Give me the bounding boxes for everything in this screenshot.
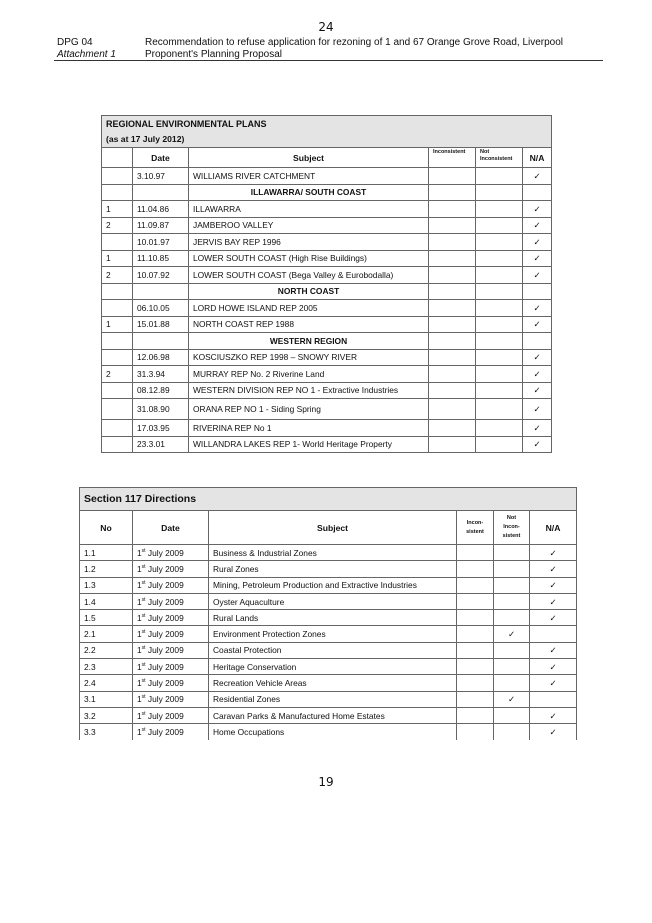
rep-cell-subject: ORANA REP NO 1 - Siding Spring (189, 399, 429, 420)
rep-cell-date: 15.01.88 (133, 316, 189, 333)
date-day: 1 (137, 629, 142, 640)
rep-cell-not-inconsistent (476, 436, 523, 453)
s117-cell-no: 1.2 (80, 561, 133, 577)
s117-na-check-icon: ✓ (530, 610, 577, 626)
table-row (80, 675, 577, 691)
rep-cell-inconsistent (429, 283, 476, 300)
rep-cell-not-inconsistent (476, 333, 523, 350)
s117-col-na: N/A (530, 511, 577, 545)
rep-title-row (102, 116, 552, 132)
header-title (145, 37, 563, 61)
s117-cell-inconsistent (457, 707, 494, 723)
attachment-label: Attachment 1 (57, 49, 116, 60)
rep-cell-not-inconsistent (476, 382, 523, 399)
table-row (102, 168, 552, 185)
date-day: 1 (137, 596, 142, 607)
s117-cell-date (133, 675, 209, 691)
rep-check-icon: ✓ (523, 250, 552, 267)
s117-not-inconsistent-check-icon (494, 675, 530, 691)
header-title-line1: Recommendation to refuse application for rezoning of 1 and 67 Orange Grove Road, Liverpool (145, 37, 564, 48)
rep-cell-date: 10.07.92 (133, 267, 189, 284)
s117-cell-subject: Environment Protection Zones (209, 626, 457, 642)
rep-cell-subject: WESTERN DIVISION REP NO 1 - Extractive Industries (189, 382, 429, 399)
rep-cell-subject: WILLANDRA LAKES REP 1- World Heritage Property (189, 436, 429, 453)
s117-na-check-icon (530, 626, 577, 642)
rep-cell-date: 3.10.97 (133, 168, 189, 185)
rep-title: REGIONAL ENVIRONMENTAL PLANS (102, 116, 552, 132)
rep-check-icon: ✓ (523, 399, 552, 420)
s117-cell-no: 2.2 (80, 642, 133, 658)
s117-na-check-icon: ✓ (530, 545, 577, 561)
rep-check-icon: ✓ (523, 234, 552, 251)
rep-cell-date: 31.08.90 (133, 399, 189, 420)
s117-col-not-inconsistent: Not Incon-sistent (494, 511, 530, 545)
rep-col-inconsistent: Inconsistent (429, 148, 476, 168)
table-row (102, 366, 552, 383)
s117-column-header-row (80, 511, 577, 545)
date-day: 1 (137, 563, 142, 574)
s117-cell-no: 3.1 (80, 691, 133, 707)
rep-cell-not-inconsistent (476, 267, 523, 284)
rep-cell-no (102, 184, 133, 201)
rep-check-icon: ✓ (523, 300, 552, 317)
s117-col-subject: Subject (209, 511, 457, 545)
s117-cell-date (133, 577, 209, 593)
rep-cell-date: 10.01.97 (133, 234, 189, 251)
s117-cell-date (133, 545, 209, 561)
s117-cell-subject: Rural Lands (209, 610, 457, 626)
rep-cell-inconsistent (429, 184, 476, 201)
rep-cell-no (102, 436, 133, 453)
rep-cell-not-inconsistent (476, 300, 523, 317)
date-day: 1 (137, 694, 142, 705)
rep-cell-date: 11.10.85 (133, 250, 189, 267)
s117-not-inconsistent-check-icon (494, 610, 530, 626)
rep-cell-not-inconsistent (476, 201, 523, 218)
s117-na-check-icon: ✓ (530, 707, 577, 723)
rep-check-icon: ✓ (523, 366, 552, 383)
rep-cell-subject: NORTH COAST REP 1988 (189, 316, 429, 333)
s117-cell-inconsistent (457, 724, 494, 740)
table-row (80, 642, 577, 658)
s117-cell-inconsistent (457, 545, 494, 561)
s117-cell-no: 1.1 (80, 545, 133, 561)
table-row (80, 593, 577, 609)
table-row (80, 659, 577, 675)
table-row (80, 724, 577, 740)
page-number-bottom: 19 (318, 775, 334, 789)
s117-not-inconsistent-check-icon (494, 561, 530, 577)
date-ordinal: st (141, 547, 146, 554)
date-ordinal: st (141, 710, 146, 717)
date-rest: July 2009 (145, 645, 184, 656)
rep-cell-no (102, 300, 133, 317)
date-day: 1 (137, 547, 142, 558)
date-rest: July 2009 (145, 726, 184, 737)
s117-cell-no: 2.3 (80, 659, 133, 675)
s117-na-check-icon: ✓ (530, 724, 577, 740)
s117-cell-no: 1.5 (80, 610, 133, 626)
rep-column-header-row (102, 148, 552, 168)
rep-cell-not-inconsistent (476, 366, 523, 383)
rep-cell-date (133, 333, 189, 350)
regional-environmental-plans-table (101, 115, 552, 453)
s117-cell-inconsistent (457, 610, 494, 626)
date-ordinal: st (141, 564, 146, 571)
s117-cell-subject: Oyster Aquaculture (209, 593, 457, 609)
s117-cell-inconsistent (457, 593, 494, 609)
rep-cell-no (102, 168, 133, 185)
rep-col-date: Date (133, 148, 189, 168)
rep-cell-no (102, 283, 133, 300)
s117-col-no: No (80, 511, 133, 545)
rep-cell-subject: MURRAY REP No. 2 Riverine Land (189, 366, 429, 383)
date-rest: July 2009 (145, 710, 184, 721)
rep-cell-inconsistent (429, 349, 476, 366)
table-row (102, 250, 552, 267)
rep-cell-inconsistent (429, 316, 476, 333)
s117-not-inconsistent-check-icon: ✓ (494, 626, 530, 642)
table-row (80, 577, 577, 593)
date-ordinal: st (141, 596, 146, 603)
rep-cell-na (523, 283, 552, 300)
rep-cell-date: 11.04.86 (133, 201, 189, 218)
rep-cell-inconsistent (429, 399, 476, 420)
rep-cell-no (102, 382, 133, 399)
s117-na-check-icon: ✓ (530, 642, 577, 658)
s117-na-check-icon: ✓ (530, 593, 577, 609)
table-row (102, 382, 552, 399)
rep-section-row (102, 283, 552, 300)
rep-cell-date: 08.12.89 (133, 382, 189, 399)
rep-check-icon: ✓ (523, 382, 552, 399)
rep-section-label: NORTH COAST (189, 283, 429, 300)
s117-cell-subject: Home Occupations (209, 724, 457, 740)
table-row (80, 707, 577, 723)
s117-cell-subject: Mining, Petroleum Production and Extractive Industries (209, 577, 457, 593)
rep-cell-not-inconsistent (476, 316, 523, 333)
rep-check-icon: ✓ (523, 217, 552, 234)
rep-check-icon: ✓ (523, 267, 552, 284)
date-ordinal: st (141, 678, 146, 685)
rep-cell-inconsistent (429, 234, 476, 251)
rep-section-label: WESTERN REGION (189, 333, 429, 350)
rep-check-icon: ✓ (523, 168, 552, 185)
s117-not-inconsistent-check-icon (494, 577, 530, 593)
table-row (102, 316, 552, 333)
header-reference (57, 37, 116, 61)
date-rest: July 2009 (145, 547, 184, 558)
rep-cell-no: 1 (102, 201, 133, 218)
s117-cell-inconsistent (457, 675, 494, 691)
s117-na-check-icon: ✓ (530, 659, 577, 675)
table-row (80, 691, 577, 707)
s117-cell-no: 3.3 (80, 724, 133, 740)
s117-cell-no: 1.4 (80, 593, 133, 609)
s117-cell-inconsistent (457, 659, 494, 675)
date-ordinal: st (141, 645, 146, 652)
rep-cell-date: 06.10.05 (133, 300, 189, 317)
s117-na-check-icon: ✓ (530, 675, 577, 691)
rep-cell-date: 23.3.01 (133, 436, 189, 453)
header-divider (54, 60, 603, 61)
date-rest: July 2009 (145, 678, 184, 689)
s117-title-row (80, 488, 577, 511)
table-row (80, 561, 577, 577)
rep-check-icon: ✓ (523, 436, 552, 453)
rep-cell-not-inconsistent (476, 283, 523, 300)
table-row (102, 234, 552, 251)
rep-cell-inconsistent (429, 436, 476, 453)
rep-cell-date: 11.09.87 (133, 217, 189, 234)
rep-col-subject: Subject (189, 148, 429, 168)
rep-check-icon: ✓ (523, 201, 552, 218)
date-rest: July 2009 (145, 629, 184, 640)
date-ordinal: st (141, 613, 146, 620)
date-ordinal: st (141, 661, 146, 668)
date-day: 1 (137, 580, 142, 591)
s117-not-inconsistent-check-icon (494, 545, 530, 561)
rep-cell-subject: WILLIAMS RIVER CATCHMENT (189, 168, 429, 185)
table-row (80, 626, 577, 642)
rep-cell-not-inconsistent (476, 250, 523, 267)
section-117-directions-table (79, 487, 577, 740)
s117-not-inconsistent-check-icon (494, 659, 530, 675)
date-day: 1 (137, 645, 142, 656)
date-day: 1 (137, 726, 142, 737)
rep-cell-inconsistent (429, 333, 476, 350)
rep-cell-inconsistent (429, 267, 476, 284)
s117-cell-no: 1.3 (80, 577, 133, 593)
rep-cell-subject: ILLAWARRA (189, 201, 429, 218)
s117-not-inconsistent-check-icon (494, 642, 530, 658)
rep-col-no (102, 148, 133, 168)
s117-not-inconsistent-check-icon: ✓ (494, 691, 530, 707)
date-day: 1 (137, 710, 142, 721)
rep-cell-date (133, 184, 189, 201)
date-rest: July 2009 (145, 661, 184, 672)
rep-cell-inconsistent (429, 250, 476, 267)
s117-cell-no: 2.1 (80, 626, 133, 642)
rep-cell-no: 1 (102, 316, 133, 333)
s117-na-check-icon (530, 691, 577, 707)
s117-cell-no: 2.4 (80, 675, 133, 691)
rep-cell-subject: JERVIS BAY REP 1996 (189, 234, 429, 251)
s117-na-check-icon: ✓ (530, 577, 577, 593)
rep-cell-not-inconsistent (476, 168, 523, 185)
rep-cell-no: 2 (102, 366, 133, 383)
s117-cell-subject: Recreation Vehicle Areas (209, 675, 457, 691)
s117-not-inconsistent-check-icon (494, 707, 530, 723)
s117-cell-subject: Rural Zones (209, 561, 457, 577)
rep-as-at-row (102, 132, 552, 148)
rep-cell-inconsistent (429, 366, 476, 383)
date-ordinal: st (141, 727, 146, 734)
rep-cell-no: 2 (102, 217, 133, 234)
s117-cell-date (133, 626, 209, 642)
rep-cell-subject: LORD HOWE ISLAND REP 2005 (189, 300, 429, 317)
rep-cell-na (523, 333, 552, 350)
table-row (80, 610, 577, 626)
rep-cell-inconsistent (429, 168, 476, 185)
date-day: 1 (137, 661, 142, 672)
date-rest: July 2009 (145, 694, 184, 705)
s117-cell-date (133, 593, 209, 609)
rep-section-label: ILLAWARRA/ SOUTH COAST (189, 184, 429, 201)
rep-check-icon: ✓ (523, 420, 552, 437)
rep-cell-inconsistent (429, 201, 476, 218)
rep-cell-not-inconsistent (476, 420, 523, 437)
rep-cell-subject: JAMBEROO VALLEY (189, 217, 429, 234)
rep-check-icon: ✓ (523, 349, 552, 366)
rep-cell-inconsistent (429, 420, 476, 437)
s117-cell-subject: Coastal Protection (209, 642, 457, 658)
rep-col-na: N/A (523, 148, 552, 168)
s117-cell-inconsistent (457, 691, 494, 707)
rep-cell-inconsistent (429, 382, 476, 399)
rep-col-not-inconsistent: Not Inconsistent (476, 148, 523, 168)
rep-cell-no (102, 234, 133, 251)
rep-cell-date: 17.03.95 (133, 420, 189, 437)
table-row (102, 436, 552, 453)
rep-cell-not-inconsistent (476, 349, 523, 366)
rep-check-icon: ✓ (523, 316, 552, 333)
table-row (102, 217, 552, 234)
table-row (102, 420, 552, 437)
s117-cell-inconsistent (457, 642, 494, 658)
rep-cell-no (102, 399, 133, 420)
rep-cell-no: 2 (102, 267, 133, 284)
rep-cell-date: 12.06.98 (133, 349, 189, 366)
page-number-top: 24 (318, 20, 334, 34)
table-row (102, 349, 552, 366)
rep-cell-date: 31.3.94 (133, 366, 189, 383)
header-title-line2: Proponent's Planning Proposal (145, 49, 283, 60)
s117-not-inconsistent-check-icon (494, 593, 530, 609)
date-rest: July 2009 (145, 563, 184, 574)
s117-col-inconsistent: Incon-sistent (457, 511, 494, 545)
rep-cell-subject: KOSCIUSZKO REP 1998 – SNOWY RIVER (189, 349, 429, 366)
rep-cell-not-inconsistent (476, 399, 523, 420)
ref-code: DPG 04 (57, 37, 93, 48)
rep-cell-subject: LOWER SOUTH COAST (High Rise Buildings) (189, 250, 429, 267)
rep-cell-not-inconsistent (476, 217, 523, 234)
table-row (102, 300, 552, 317)
date-ordinal: st (141, 580, 146, 587)
s117-cell-subject: Business & Industrial Zones (209, 545, 457, 561)
s117-cell-date (133, 691, 209, 707)
date-rest: July 2009 (145, 612, 184, 623)
s117-col-date: Date (133, 511, 209, 545)
rep-cell-inconsistent (429, 217, 476, 234)
s117-cell-date (133, 561, 209, 577)
rep-cell-date (133, 283, 189, 300)
s117-cell-date (133, 707, 209, 723)
date-ordinal: st (141, 694, 146, 701)
s117-cell-inconsistent (457, 561, 494, 577)
s117-cell-subject: Residential Zones (209, 691, 457, 707)
s117-cell-date (133, 610, 209, 626)
rep-cell-no (102, 333, 133, 350)
s117-title: Section 117 Directions (80, 488, 577, 511)
s117-cell-inconsistent (457, 626, 494, 642)
table-row (102, 201, 552, 218)
rep-cell-not-inconsistent (476, 184, 523, 201)
s117-cell-no: 3.2 (80, 707, 133, 723)
date-ordinal: st (141, 629, 146, 636)
date-rest: July 2009 (145, 580, 184, 591)
s117-cell-date (133, 724, 209, 740)
rep-cell-not-inconsistent (476, 234, 523, 251)
s117-cell-inconsistent (457, 577, 494, 593)
rep-cell-subject: LOWER SOUTH COAST (Bega Valley & Eurobodalla) (189, 267, 429, 284)
rep-cell-no (102, 349, 133, 366)
rep-cell-inconsistent (429, 300, 476, 317)
s117-cell-date (133, 642, 209, 658)
s117-cell-subject: Caravan Parks & Manufactured Home Estates (209, 707, 457, 723)
rep-cell-na (523, 184, 552, 201)
table-row (102, 399, 552, 420)
table-row (102, 267, 552, 284)
date-rest: July 2009 (145, 596, 184, 607)
s117-cell-subject: Heritage Conservation (209, 659, 457, 675)
rep-cell-subject: RIVERINA REP No 1 (189, 420, 429, 437)
rep-cell-no: 1 (102, 250, 133, 267)
rep-as-at: (as at 17 July 2012) (102, 132, 552, 148)
s117-cell-date (133, 659, 209, 675)
rep-cell-no (102, 420, 133, 437)
rep-section-row (102, 184, 552, 201)
s117-not-inconsistent-check-icon (494, 724, 530, 740)
date-day: 1 (137, 612, 142, 623)
table-row (80, 545, 577, 561)
date-day: 1 (137, 678, 142, 689)
s117-na-check-icon: ✓ (530, 561, 577, 577)
rep-section-row (102, 333, 552, 350)
